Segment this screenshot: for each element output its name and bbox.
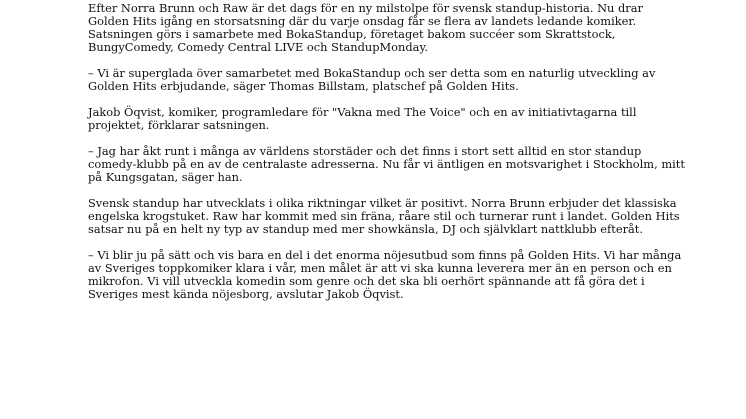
article-body bbox=[88, 2, 688, 314]
text-line: Satsningen görs i samarbete med BokaStandup, företaget bakom succéer som Skrattstock, bbox=[88, 27, 616, 41]
text-line: projektet, förklarar satsningen. bbox=[88, 118, 270, 132]
paragraph-oqvist-intro bbox=[88, 106, 688, 132]
text-line: av Sveriges toppkomiker klara i vår, men målet är att vi ska kunna leverera mer än en person och en bbox=[88, 261, 672, 275]
paragraph-quote-oqvist-2 bbox=[88, 249, 688, 301]
text-line: Golden Hits igång en storsatsning där du varje onsdag får se flera av landets ledande komiker. bbox=[88, 14, 637, 28]
paragraph-intro bbox=[88, 2, 688, 54]
text-line: Efter Norra Brunn och Raw är det dags för en ny milstolpe för svensk standup-historia. Nu drar bbox=[88, 1, 643, 15]
text-line: – Vi blir ju på sätt och vis bara en del i det enorma nöjesutbud som finns på Golden Hits. Vi har många bbox=[88, 248, 682, 262]
text-line: satsar nu på en helt ny typ av standup med mer showkänsla, DJ och självklart nattklubb efteråt. bbox=[88, 222, 643, 236]
paragraph-standup-directions bbox=[88, 197, 688, 236]
paragraph-quote-oqvist-1 bbox=[88, 145, 688, 184]
text-line: engelska krogstuket. Raw har kommit med sin fräna, råare stil och turnerar runt i landet. Golden Hits bbox=[88, 209, 680, 223]
paragraph-quote-billstam bbox=[88, 67, 688, 93]
text-line: comedy-klubb på en av de centralaste adresserna. Nu får vi äntligen en motsvarighet i Stockholm, mitt bbox=[88, 157, 685, 171]
text-line: på Kungsgatan, säger han. bbox=[88, 170, 243, 184]
text-line: – Vi är superglada över samarbetet med BokaStandup och ser detta som en naturlig utveckling av bbox=[88, 66, 656, 80]
text-line: Sveriges mest kända nöjesborg, avslutar Jakob Öqvist. bbox=[88, 287, 404, 301]
text-line: Golden Hits erbjudande, säger Thomas Billstam, platschef på Golden Hits. bbox=[88, 79, 519, 93]
text-line: – Jag har åkt runt i många av världens storstäder och det finns i stort sett alltid en stor standup bbox=[88, 144, 642, 158]
text-line: BungyComedy, Comedy Central LIVE och StandupMonday. bbox=[88, 40, 428, 54]
text-line: Svensk standup har utvecklats i olika riktningar vilket är positivt. Norra Brunn erbjuder det klassiska bbox=[88, 196, 677, 210]
text-line: Jakob Öqvist, komiker, programledare för "Vakna med The Voice" och en av initiativtagarna till bbox=[88, 105, 637, 119]
text-line: mikrofon. Vi vill utveckla komedin som genre och det ska bli oerhört spännande att få göra det i bbox=[88, 274, 645, 288]
